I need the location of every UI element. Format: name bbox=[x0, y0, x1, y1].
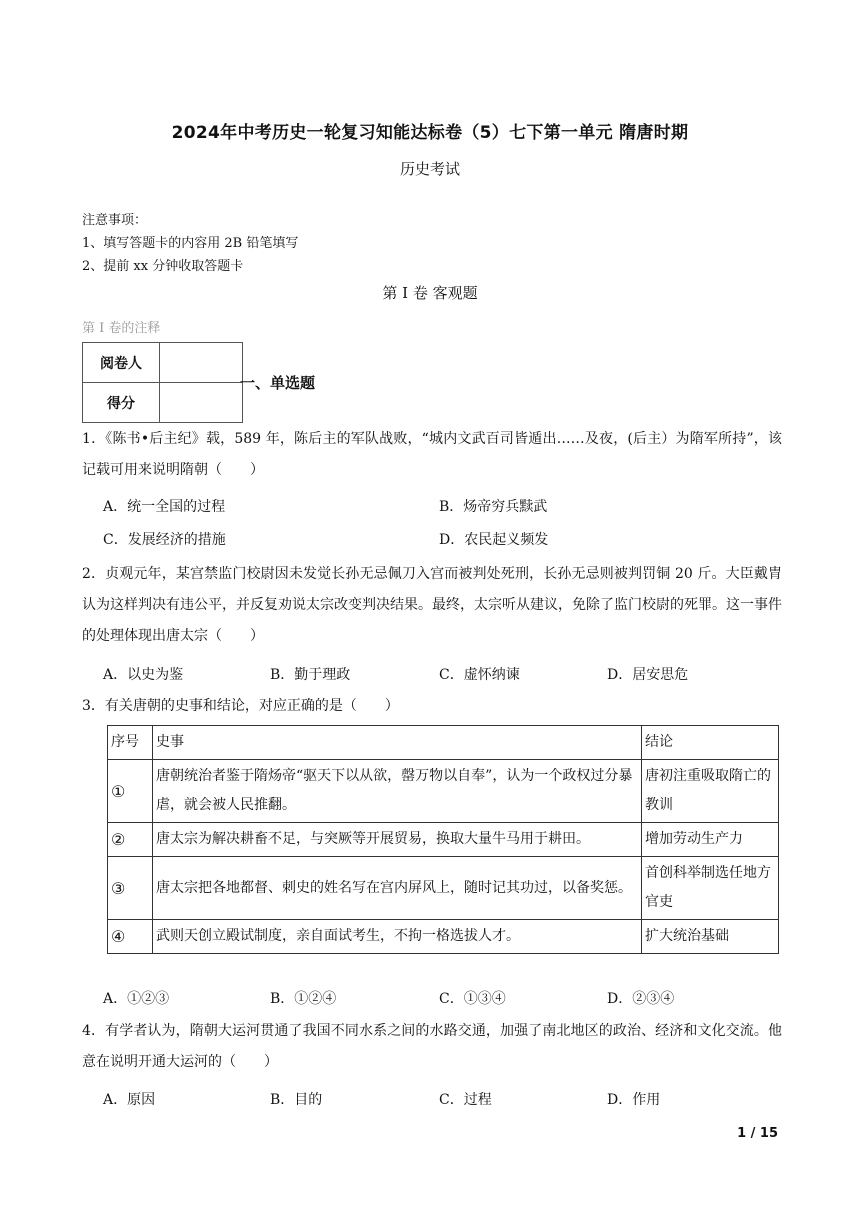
row-event: 武则天创立殿试制度，亲自面试考生，不拘一格选拔人才。 bbox=[153, 920, 642, 954]
question-2-option-a: A．以史为鉴 bbox=[103, 667, 184, 683]
notes-item: 1、填写答题卡的内容用 2B 铅笔填写 bbox=[82, 236, 299, 251]
question-4-text: 4．有学者认为，隋朝大运河贯通了我国不同水系之间的水路交通，加强了南北地区的政治、经济和文化交流。他意在说明开通大运河的（ ） bbox=[82, 1023, 782, 1070]
row-no: ④ bbox=[108, 920, 153, 954]
question-2-text: 2．贞观元年，某宫禁监门校尉因未发觉长孙无忌佩刀入宫而被判处死刑，长孙无忌则被判罚铜 20 斤。大臣戴胄认为这样判决有违公平，并反复劝说太宗改变判决结果。最终，太宗听从建议，免除了监门校尉的死罪。这一事件的处理体现出唐太宗（ ） bbox=[82, 566, 782, 644]
row-event: 唐朝统治者鉴于隋炀帝“驱天下以从欲，罄万物以自奉”，认为一个政权过分暴虐，就会被人民推翻。 bbox=[153, 760, 642, 823]
notes-block bbox=[82, 209, 298, 278]
question-1-option-a: A．统一全国的过程 bbox=[103, 499, 226, 515]
reviewer-label: 阅卷人 bbox=[83, 343, 160, 383]
question-3-option-b: B．①②④ bbox=[270, 991, 337, 1007]
question-3-option-c: C．①③④ bbox=[439, 991, 506, 1007]
question-1-option-b: B．炀帝穷兵黩武 bbox=[439, 499, 548, 515]
table-header-row bbox=[108, 726, 779, 760]
question-3-option-a: A．①②③ bbox=[103, 991, 170, 1007]
question-2-option-c: C．虚怀纳谏 bbox=[439, 667, 520, 683]
header-no: 序号 bbox=[108, 726, 153, 760]
question-3-text: 3．有关唐朝的史事和结论，对应正确的是（ ） bbox=[82, 698, 399, 714]
question-4-option-a: A．原因 bbox=[103, 1092, 156, 1108]
document-subtitle: 历史考试 bbox=[399, 160, 460, 178]
question-4-option-c: C．过程 bbox=[439, 1092, 492, 1108]
row-conclusion: 增加劳动生产力 bbox=[642, 823, 779, 857]
document-title: 2024年中考历史一轮复习知能达标卷（5）七下第一单元 隋唐时期 bbox=[171, 123, 689, 143]
question-2-option-d: D．居安思危 bbox=[607, 667, 689, 683]
notes-heading: 注意事项： bbox=[82, 213, 148, 228]
question-1-text: 1．《陈书•后主纪》载，589 年，陈后主的军队战败，“城内文武百司皆遁出……及夜，(后主）为隋军所持”，该记载可用来说明隋朝（ ） bbox=[82, 431, 782, 478]
part-title: 一、单选题 bbox=[240, 374, 316, 392]
header-conclusion: 结论 bbox=[642, 726, 779, 760]
score-cell[interactable] bbox=[160, 383, 243, 423]
question-2-option-b: B．勤于理政 bbox=[270, 667, 351, 683]
table-row bbox=[108, 857, 779, 920]
row-no: ③ bbox=[108, 857, 153, 920]
row-conclusion: 首创科举制选任地方官吏 bbox=[642, 857, 779, 920]
page-number: 1 / 15 bbox=[737, 1126, 778, 1141]
question-3-table bbox=[107, 725, 779, 954]
row-conclusion: 扩大统治基础 bbox=[642, 920, 779, 954]
section-comment: 第 I 卷的注释 bbox=[82, 321, 161, 336]
score-box bbox=[82, 342, 243, 423]
reviewer-cell[interactable] bbox=[160, 343, 243, 383]
row-event: 唐太宗为解决耕畜不足，与突厥等开展贸易，换取大量牛马用于耕田。 bbox=[153, 823, 642, 857]
table-row bbox=[108, 823, 779, 857]
notes-item: 2、提前 xx 分钟收取答题卡 bbox=[82, 259, 244, 274]
header-event: 史事 bbox=[153, 726, 642, 760]
question-4-option-b: B．目的 bbox=[270, 1092, 323, 1108]
row-no: ② bbox=[108, 823, 153, 857]
score-label: 得分 bbox=[83, 383, 160, 423]
row-no: ① bbox=[108, 760, 153, 823]
table-row bbox=[108, 920, 779, 954]
row-event: 唐太宗把各地都督、刺史的姓名写在宫内屏风上，随时记其功过，以备奖惩。 bbox=[153, 857, 642, 920]
question-3-option-d: D．②③④ bbox=[607, 991, 675, 1007]
question-1-option-d: D．农民起义频发 bbox=[439, 532, 549, 548]
row-conclusion: 唐初注重吸取隋亡的教训 bbox=[642, 760, 779, 823]
question-4-option-d: D．作用 bbox=[607, 1092, 661, 1108]
section-title: 第 I 卷 客观题 bbox=[382, 284, 478, 302]
question-1-option-c: C．发展经济的措施 bbox=[103, 532, 226, 548]
table-row bbox=[108, 760, 779, 823]
